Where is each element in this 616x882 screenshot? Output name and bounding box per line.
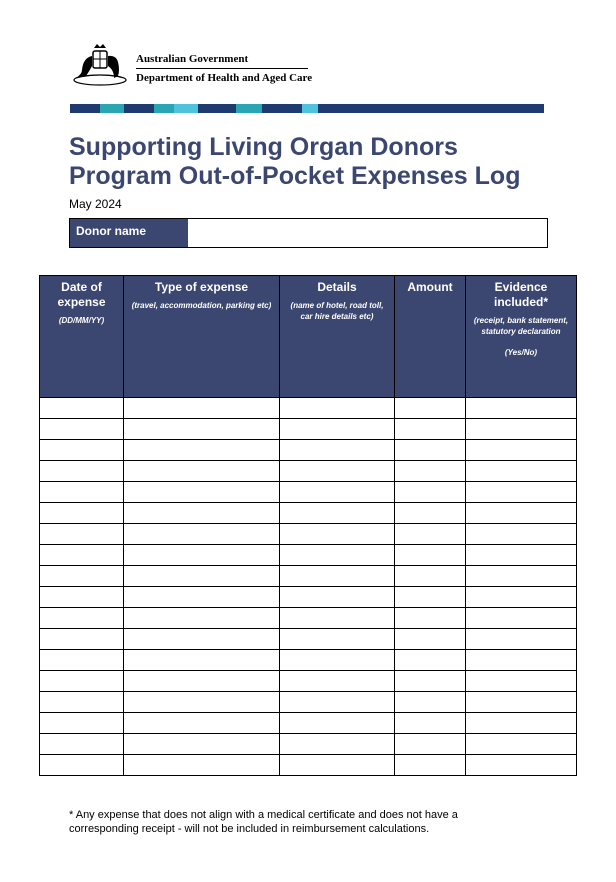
document-date: May 2024 bbox=[69, 197, 122, 211]
table-cell[interactable] bbox=[40, 461, 124, 482]
table-cell[interactable] bbox=[466, 650, 577, 671]
table-cell[interactable] bbox=[395, 734, 466, 755]
table-cell[interactable] bbox=[124, 671, 280, 692]
table-row bbox=[40, 398, 577, 419]
table-cell[interactable] bbox=[466, 545, 577, 566]
table-cell[interactable] bbox=[124, 692, 280, 713]
table-cell[interactable] bbox=[40, 734, 124, 755]
col-header-date bbox=[40, 276, 124, 398]
stripe-segment bbox=[124, 104, 154, 113]
table-cell[interactable] bbox=[395, 671, 466, 692]
header-divider bbox=[136, 68, 308, 69]
color-stripe bbox=[70, 104, 544, 113]
table-cell[interactable] bbox=[395, 608, 466, 629]
table-cell[interactable] bbox=[40, 671, 124, 692]
table-cell[interactable] bbox=[395, 482, 466, 503]
stripe-segment bbox=[198, 104, 236, 113]
table-cell[interactable] bbox=[466, 503, 577, 524]
department-name: Department of Health and Aged Care bbox=[136, 72, 313, 84]
table-cell[interactable] bbox=[40, 608, 124, 629]
table-cell[interactable] bbox=[466, 587, 577, 608]
table-cell[interactable] bbox=[280, 608, 395, 629]
table-row bbox=[40, 650, 577, 671]
table-row bbox=[40, 671, 577, 692]
table-cell[interactable] bbox=[124, 524, 280, 545]
table-cell[interactable] bbox=[466, 461, 577, 482]
donor-name-label: Donor name bbox=[70, 219, 188, 247]
table-cell[interactable] bbox=[280, 566, 395, 587]
government-header bbox=[70, 42, 320, 92]
table-cell[interactable] bbox=[466, 398, 577, 419]
table-cell[interactable] bbox=[280, 482, 395, 503]
table-cell[interactable] bbox=[280, 629, 395, 650]
table-cell[interactable] bbox=[280, 650, 395, 671]
table-cell[interactable] bbox=[124, 398, 280, 419]
table-cell[interactable] bbox=[124, 713, 280, 734]
title-line-2: Program Out-of-Pocket Expenses Log bbox=[69, 162, 521, 190]
government-name: Australian Government bbox=[136, 53, 249, 65]
table-row bbox=[40, 545, 577, 566]
col-subtitle: (travel, accommodation, parking etc) bbox=[131, 301, 272, 310]
table-cell[interactable] bbox=[124, 608, 280, 629]
stripe-segment bbox=[262, 104, 302, 113]
table-cell[interactable] bbox=[124, 440, 280, 461]
col-header-type bbox=[124, 276, 280, 398]
table-cell[interactable] bbox=[280, 692, 395, 713]
table-cell[interactable] bbox=[466, 608, 577, 629]
table-cell[interactable] bbox=[395, 545, 466, 566]
table-cell[interactable] bbox=[40, 482, 124, 503]
donor-name-row bbox=[69, 218, 548, 248]
table-cell[interactable] bbox=[395, 440, 466, 461]
table-cell[interactable] bbox=[40, 398, 124, 419]
col-header-amount bbox=[395, 276, 466, 398]
table-row bbox=[40, 503, 577, 524]
table-cell[interactable] bbox=[395, 461, 466, 482]
table-cell[interactable] bbox=[395, 566, 466, 587]
table-cell[interactable] bbox=[124, 419, 280, 440]
table-cell[interactable] bbox=[280, 713, 395, 734]
table-cell[interactable] bbox=[124, 629, 280, 650]
table-cell[interactable] bbox=[395, 650, 466, 671]
table-cell[interactable] bbox=[40, 692, 124, 713]
table-cell[interactable] bbox=[395, 524, 466, 545]
table-cell[interactable] bbox=[466, 566, 577, 587]
table-cell[interactable] bbox=[124, 545, 280, 566]
table-cell[interactable] bbox=[280, 671, 395, 692]
table-cell[interactable] bbox=[466, 755, 577, 776]
table-cell[interactable] bbox=[40, 503, 124, 524]
table-cell[interactable] bbox=[280, 545, 395, 566]
col-note: (Yes/No) bbox=[504, 348, 538, 357]
table-cell[interactable] bbox=[280, 419, 395, 440]
table-cell[interactable] bbox=[280, 398, 395, 419]
table-cell[interactable] bbox=[40, 566, 124, 587]
table-row bbox=[40, 629, 577, 650]
table-cell[interactable] bbox=[40, 713, 124, 734]
table-cell[interactable] bbox=[395, 503, 466, 524]
table-cell[interactable] bbox=[124, 503, 280, 524]
table-cell[interactable] bbox=[124, 734, 280, 755]
col-title: Evidence included* bbox=[493, 280, 548, 309]
col-title: Type of expense bbox=[154, 280, 249, 294]
table-cell[interactable] bbox=[280, 461, 395, 482]
table-cell[interactable] bbox=[280, 503, 395, 524]
table-cell[interactable] bbox=[40, 524, 124, 545]
table-cell[interactable] bbox=[395, 713, 466, 734]
col-header-evidence bbox=[466, 276, 577, 398]
table-cell[interactable] bbox=[395, 587, 466, 608]
table-cell[interactable] bbox=[466, 713, 577, 734]
col-subtitle: (DD/MM/YY) bbox=[58, 316, 105, 325]
table-cell[interactable] bbox=[124, 461, 280, 482]
col-title: Details bbox=[317, 280, 357, 294]
stripe-segment bbox=[100, 104, 124, 113]
table-cell[interactable] bbox=[124, 587, 280, 608]
table-row bbox=[40, 440, 577, 461]
table-row bbox=[40, 482, 577, 503]
table-cell[interactable] bbox=[466, 482, 577, 503]
stripe-segment bbox=[154, 104, 174, 113]
title-line-1: Supporting Living Organ Donors bbox=[69, 133, 458, 161]
table-cell[interactable] bbox=[395, 419, 466, 440]
col-title: Date of expense bbox=[57, 280, 106, 309]
table-cell[interactable] bbox=[40, 440, 124, 461]
footnote: * Any expense that does not align with a medical certificate and does not have a corresponding receipt - will not be included in reimbursement calculations. bbox=[69, 809, 458, 835]
col-header-details bbox=[280, 276, 395, 398]
col-subtitle: (name of hotel, road toll, car hire details etc) bbox=[290, 301, 384, 321]
table-row bbox=[40, 755, 577, 776]
table-cell[interactable] bbox=[280, 755, 395, 776]
table-row bbox=[40, 587, 577, 608]
table-cell[interactable] bbox=[280, 734, 395, 755]
expenses-table-body bbox=[40, 398, 577, 776]
table-row bbox=[40, 461, 577, 482]
table-cell[interactable] bbox=[395, 692, 466, 713]
table-cell[interactable] bbox=[466, 734, 577, 755]
table-row bbox=[40, 419, 577, 440]
table-header-row bbox=[40, 276, 577, 398]
donor-name-field[interactable] bbox=[188, 219, 547, 247]
table-cell[interactable] bbox=[124, 755, 280, 776]
table-cell[interactable] bbox=[280, 587, 395, 608]
table-row bbox=[40, 524, 577, 545]
expenses-table bbox=[39, 275, 577, 776]
table-cell[interactable] bbox=[466, 419, 577, 440]
table-cell[interactable] bbox=[124, 482, 280, 503]
table-cell[interactable] bbox=[395, 629, 466, 650]
stripe-segment bbox=[318, 104, 544, 113]
table-cell[interactable] bbox=[395, 398, 466, 419]
col-subtitle: (receipt, bank statement, statutory declaration bbox=[473, 316, 569, 336]
table-cell[interactable] bbox=[40, 419, 124, 440]
table-cell[interactable] bbox=[466, 629, 577, 650]
table-row bbox=[40, 566, 577, 587]
table-row bbox=[40, 608, 577, 629]
table-row bbox=[40, 713, 577, 734]
table-cell[interactable] bbox=[40, 650, 124, 671]
table-cell[interactable] bbox=[466, 671, 577, 692]
table-cell[interactable] bbox=[40, 545, 124, 566]
table-cell[interactable] bbox=[40, 755, 124, 776]
col-title: Amount bbox=[407, 280, 453, 294]
table-cell[interactable] bbox=[466, 524, 577, 545]
table-cell[interactable] bbox=[466, 692, 577, 713]
stripe-segment bbox=[302, 104, 318, 113]
table-cell[interactable] bbox=[280, 440, 395, 461]
table-row bbox=[40, 692, 577, 713]
table-row bbox=[40, 734, 577, 755]
table-cell[interactable] bbox=[40, 587, 124, 608]
stripe-segment bbox=[70, 104, 100, 113]
table-cell[interactable] bbox=[124, 650, 280, 671]
document-title bbox=[69, 133, 569, 191]
table-cell[interactable] bbox=[395, 755, 466, 776]
table-cell[interactable] bbox=[280, 524, 395, 545]
table-cell[interactable] bbox=[40, 629, 124, 650]
table-cell[interactable] bbox=[466, 440, 577, 461]
table-cell[interactable] bbox=[124, 566, 280, 587]
stripe-segment bbox=[236, 104, 262, 113]
stripe-segment bbox=[174, 104, 198, 113]
coat-of-arms-icon bbox=[70, 42, 130, 88]
